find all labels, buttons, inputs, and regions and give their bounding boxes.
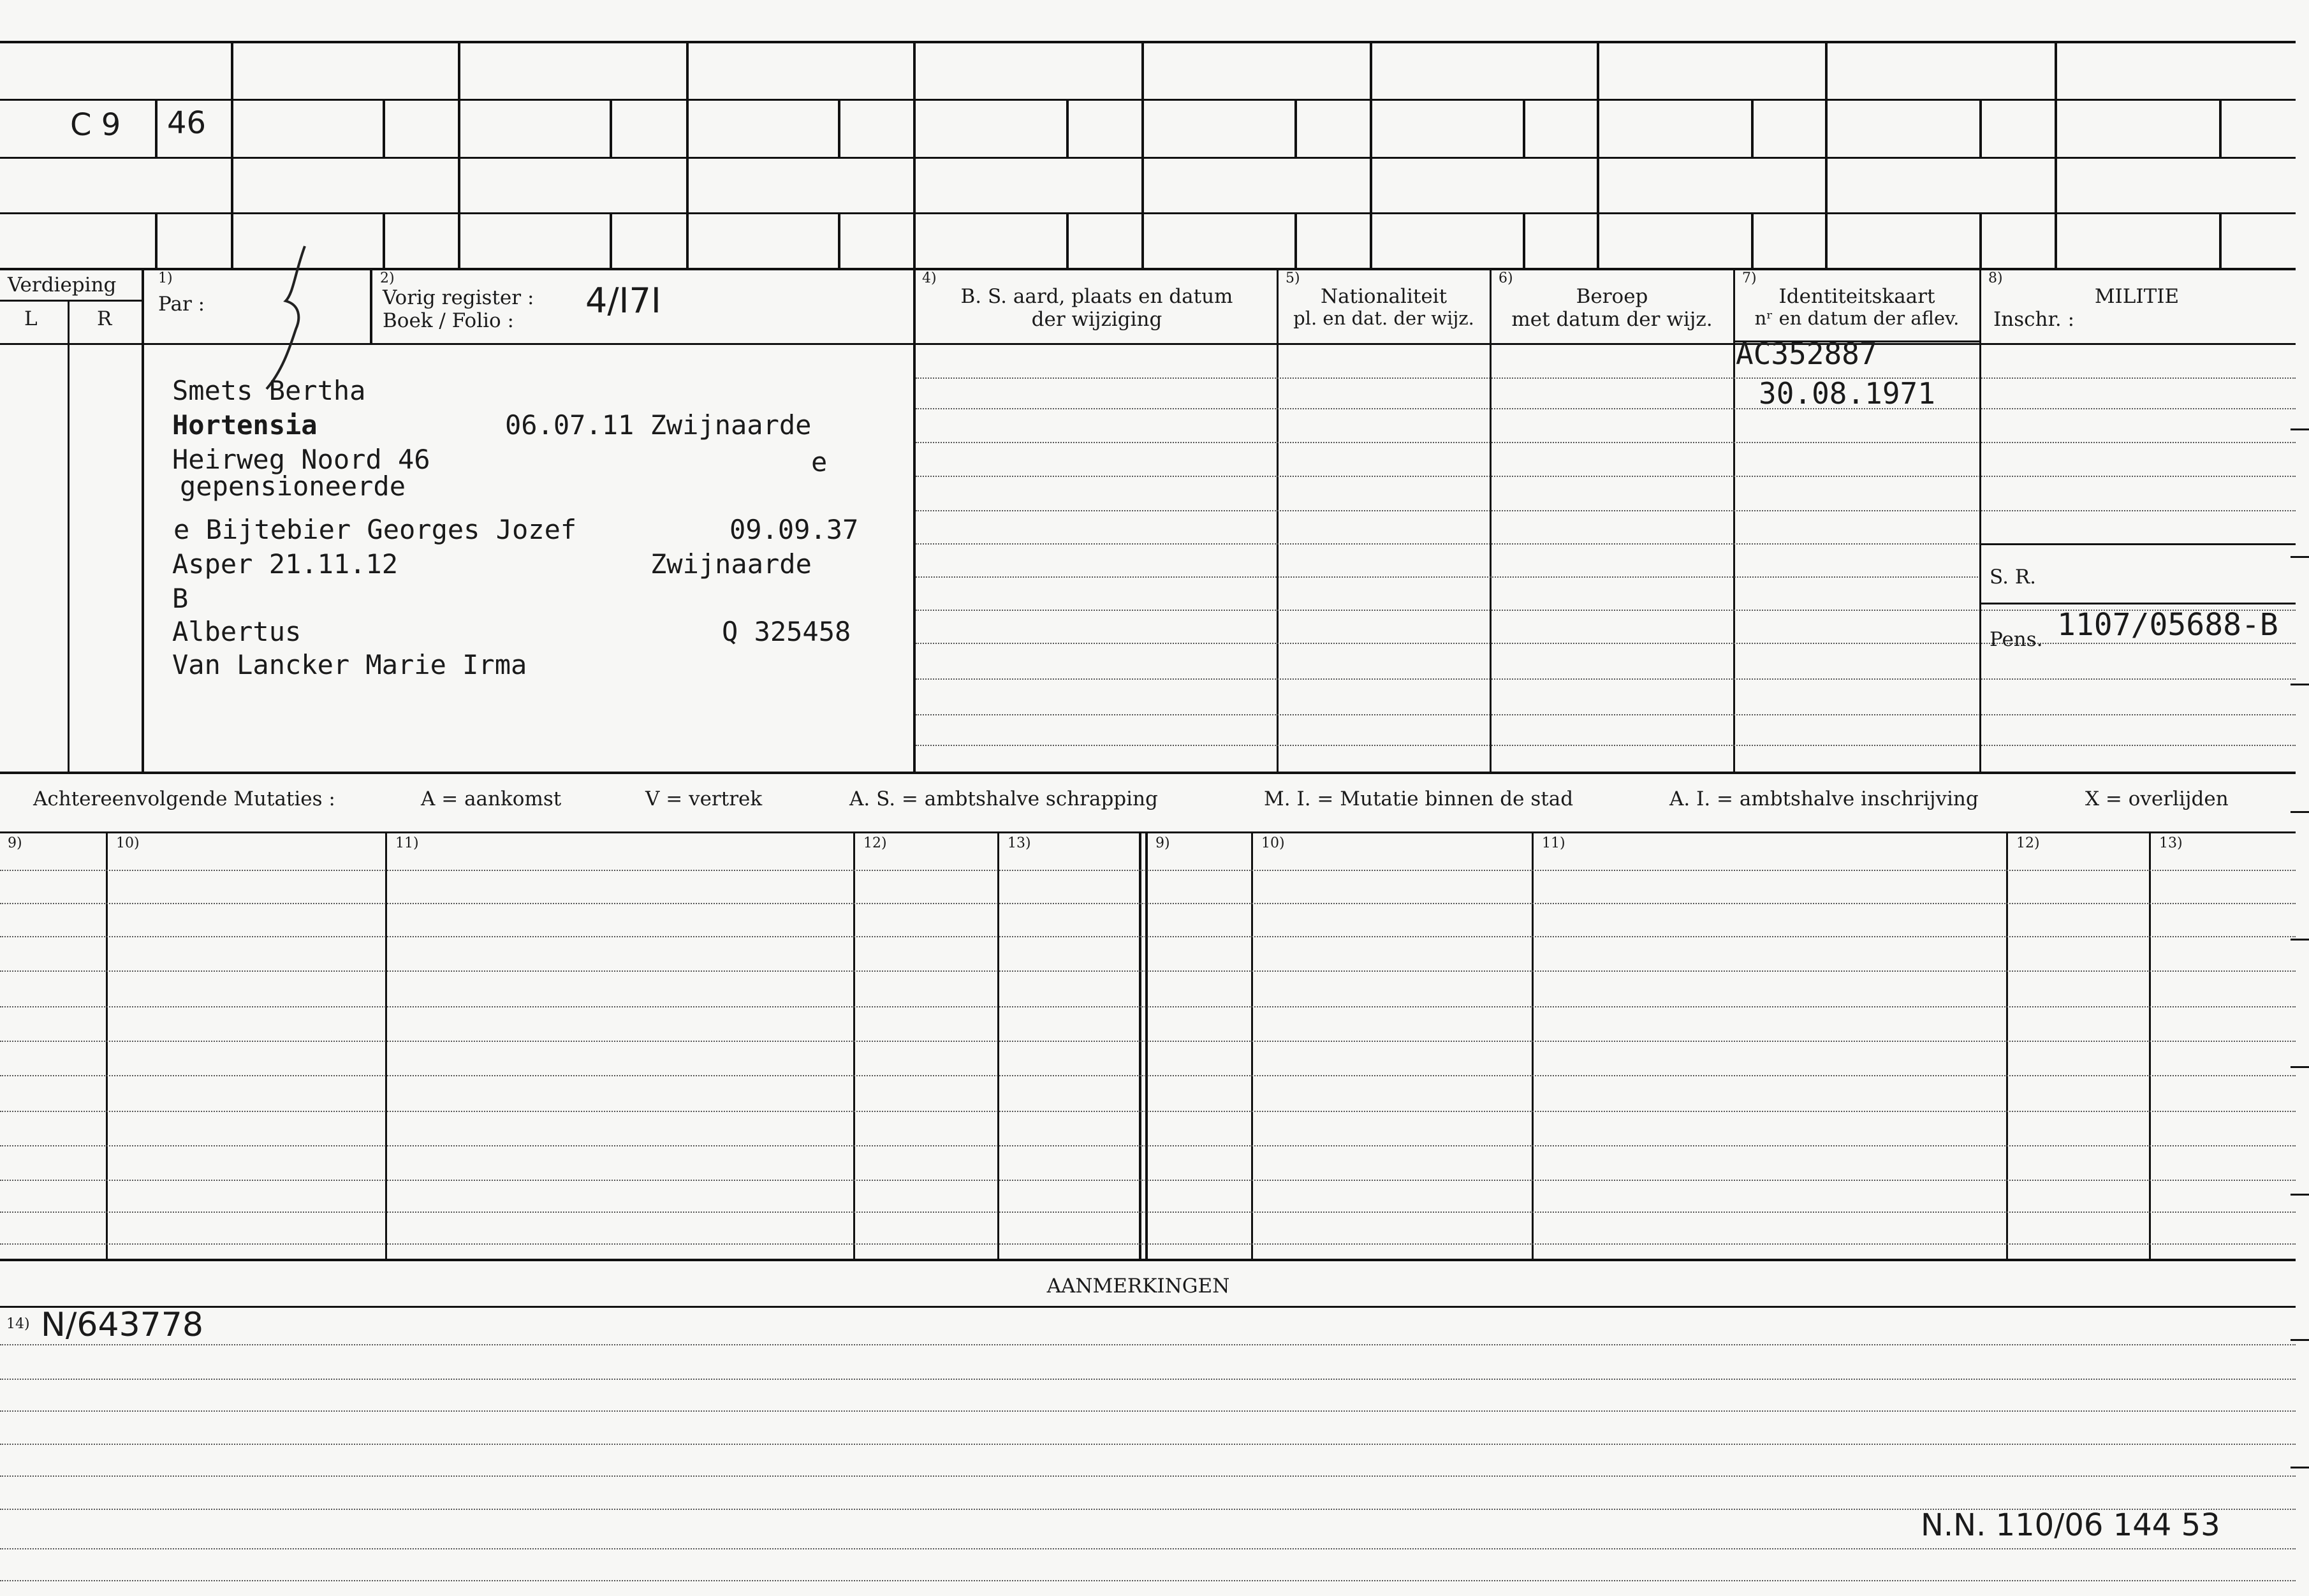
person-line8b: Q 325458: [722, 616, 851, 647]
mut-col9-left: 9): [8, 835, 22, 851]
person-line8a: Albertus: [172, 616, 302, 647]
remarks-number: 14): [6, 1316, 30, 1332]
person-line4: gepensioneerde: [180, 471, 406, 502]
top-code-left: C 9: [70, 107, 121, 143]
mutation-mi: M. I. = Mutatie binnen de stad: [1264, 787, 1574, 810]
mut-col13-left: 13): [1008, 835, 1031, 851]
mut-col11-left: 11): [395, 835, 419, 851]
vorig-register-label: Vorig register :: [383, 286, 534, 309]
bs-header-line1: B. S. aard, plaats en datum: [960, 285, 1233, 308]
beroep-header-line1: Beroep: [1576, 285, 1648, 308]
person-line5b: 09.09.37: [729, 514, 859, 545]
person-line7: B: [172, 583, 189, 614]
person-line3a: Heirweg Noord 46: [172, 444, 430, 475]
par-label: Par :: [158, 293, 205, 316]
mut-col12-right: 12): [2016, 835, 2040, 851]
footer-reference: N.N. 110/06 144 53: [1921, 1507, 2220, 1543]
boek-folio-label: Boek / Folio :: [383, 309, 514, 332]
bs-header-line2: der wijziging: [1031, 308, 1162, 331]
person-line2b: 06.07.11 Zwijnaarde: [505, 409, 812, 441]
nationaliteit-header-line1: Nationaliteit: [1320, 285, 1448, 308]
col-6-number: 6): [1499, 270, 1513, 286]
mut-col10-right: 10): [1261, 835, 1285, 851]
inschr-label: Inschr. :: [1993, 308, 2075, 331]
identity-card-number: AC352887: [1736, 337, 1877, 371]
mutation-v: V = vertrek: [645, 787, 763, 810]
body-bottom-line: [0, 772, 2296, 774]
identity-card-date: 30.08.1971: [1759, 376, 1935, 411]
mutation-a: A = aankomst: [421, 787, 562, 810]
col-7-number: 7): [1742, 270, 1757, 286]
person-line6a: Asper 21.11.12: [172, 548, 399, 580]
identiteitskaart-header-line2: nʳ en datum der aflev.: [1754, 307, 1960, 329]
remarks-value: N/643778: [41, 1306, 203, 1344]
pension-number: 1107/05688-B: [2057, 607, 2278, 643]
mutation-x: X = overlijden: [2085, 787, 2229, 810]
register-value: 4/I7I: [585, 281, 661, 321]
col-8-number: 8): [1988, 270, 2003, 286]
handwritten-mark: [255, 242, 325, 395]
person-line5a: e Bijtebier Georges Jozef: [173, 514, 577, 545]
person-line6b: Zwijnaarde: [650, 548, 812, 580]
identiteitskaart-header-line1: Identiteitskaart: [1778, 285, 1935, 308]
sr-label: S. R.: [1990, 566, 2037, 589]
mut-col11-right: 11): [1542, 835, 1565, 851]
verdieping-label: Verdieping: [8, 274, 117, 297]
person-line1: Smets Bertha: [172, 375, 366, 406]
mut-col10-left: 10): [116, 835, 140, 851]
person-line2a: Hortensia: [172, 409, 318, 441]
pens-label: Pens.: [1990, 628, 2043, 651]
remarks-title: AANMERKINGEN: [1046, 1275, 1230, 1298]
col-1-number: 1): [158, 270, 173, 286]
col-4-number: 4): [922, 270, 937, 286]
mut-col13-right: 13): [2159, 835, 2183, 851]
col-5-number: 5): [1286, 270, 1300, 286]
person-line3b: e: [811, 446, 828, 478]
beroep-header-line2: met datum der wijz.: [1511, 308, 1713, 331]
mutation-ai: A. I. = ambtshalve inschrijving: [1669, 787, 1979, 810]
militie-header: MILITIE: [2094, 285, 2180, 308]
mut-col12-left: 12): [863, 835, 887, 851]
nationaliteit-header-line2: pl. en dat. der wijz.: [1293, 307, 1474, 329]
mutation-as: A. S. = ambtshalve schrapping: [849, 787, 1158, 810]
mut-col9-right: 9): [1155, 835, 1170, 851]
top-code-right: 46: [167, 105, 207, 141]
person-line9: Van Lancker Marie Irma: [172, 649, 527, 680]
col-2-number: 2): [380, 270, 395, 286]
verdieping-r-label: R: [97, 307, 112, 330]
mutations-title: Achtereenvolgende Mutaties :: [33, 787, 335, 810]
verdieping-l-label: L: [24, 307, 38, 330]
